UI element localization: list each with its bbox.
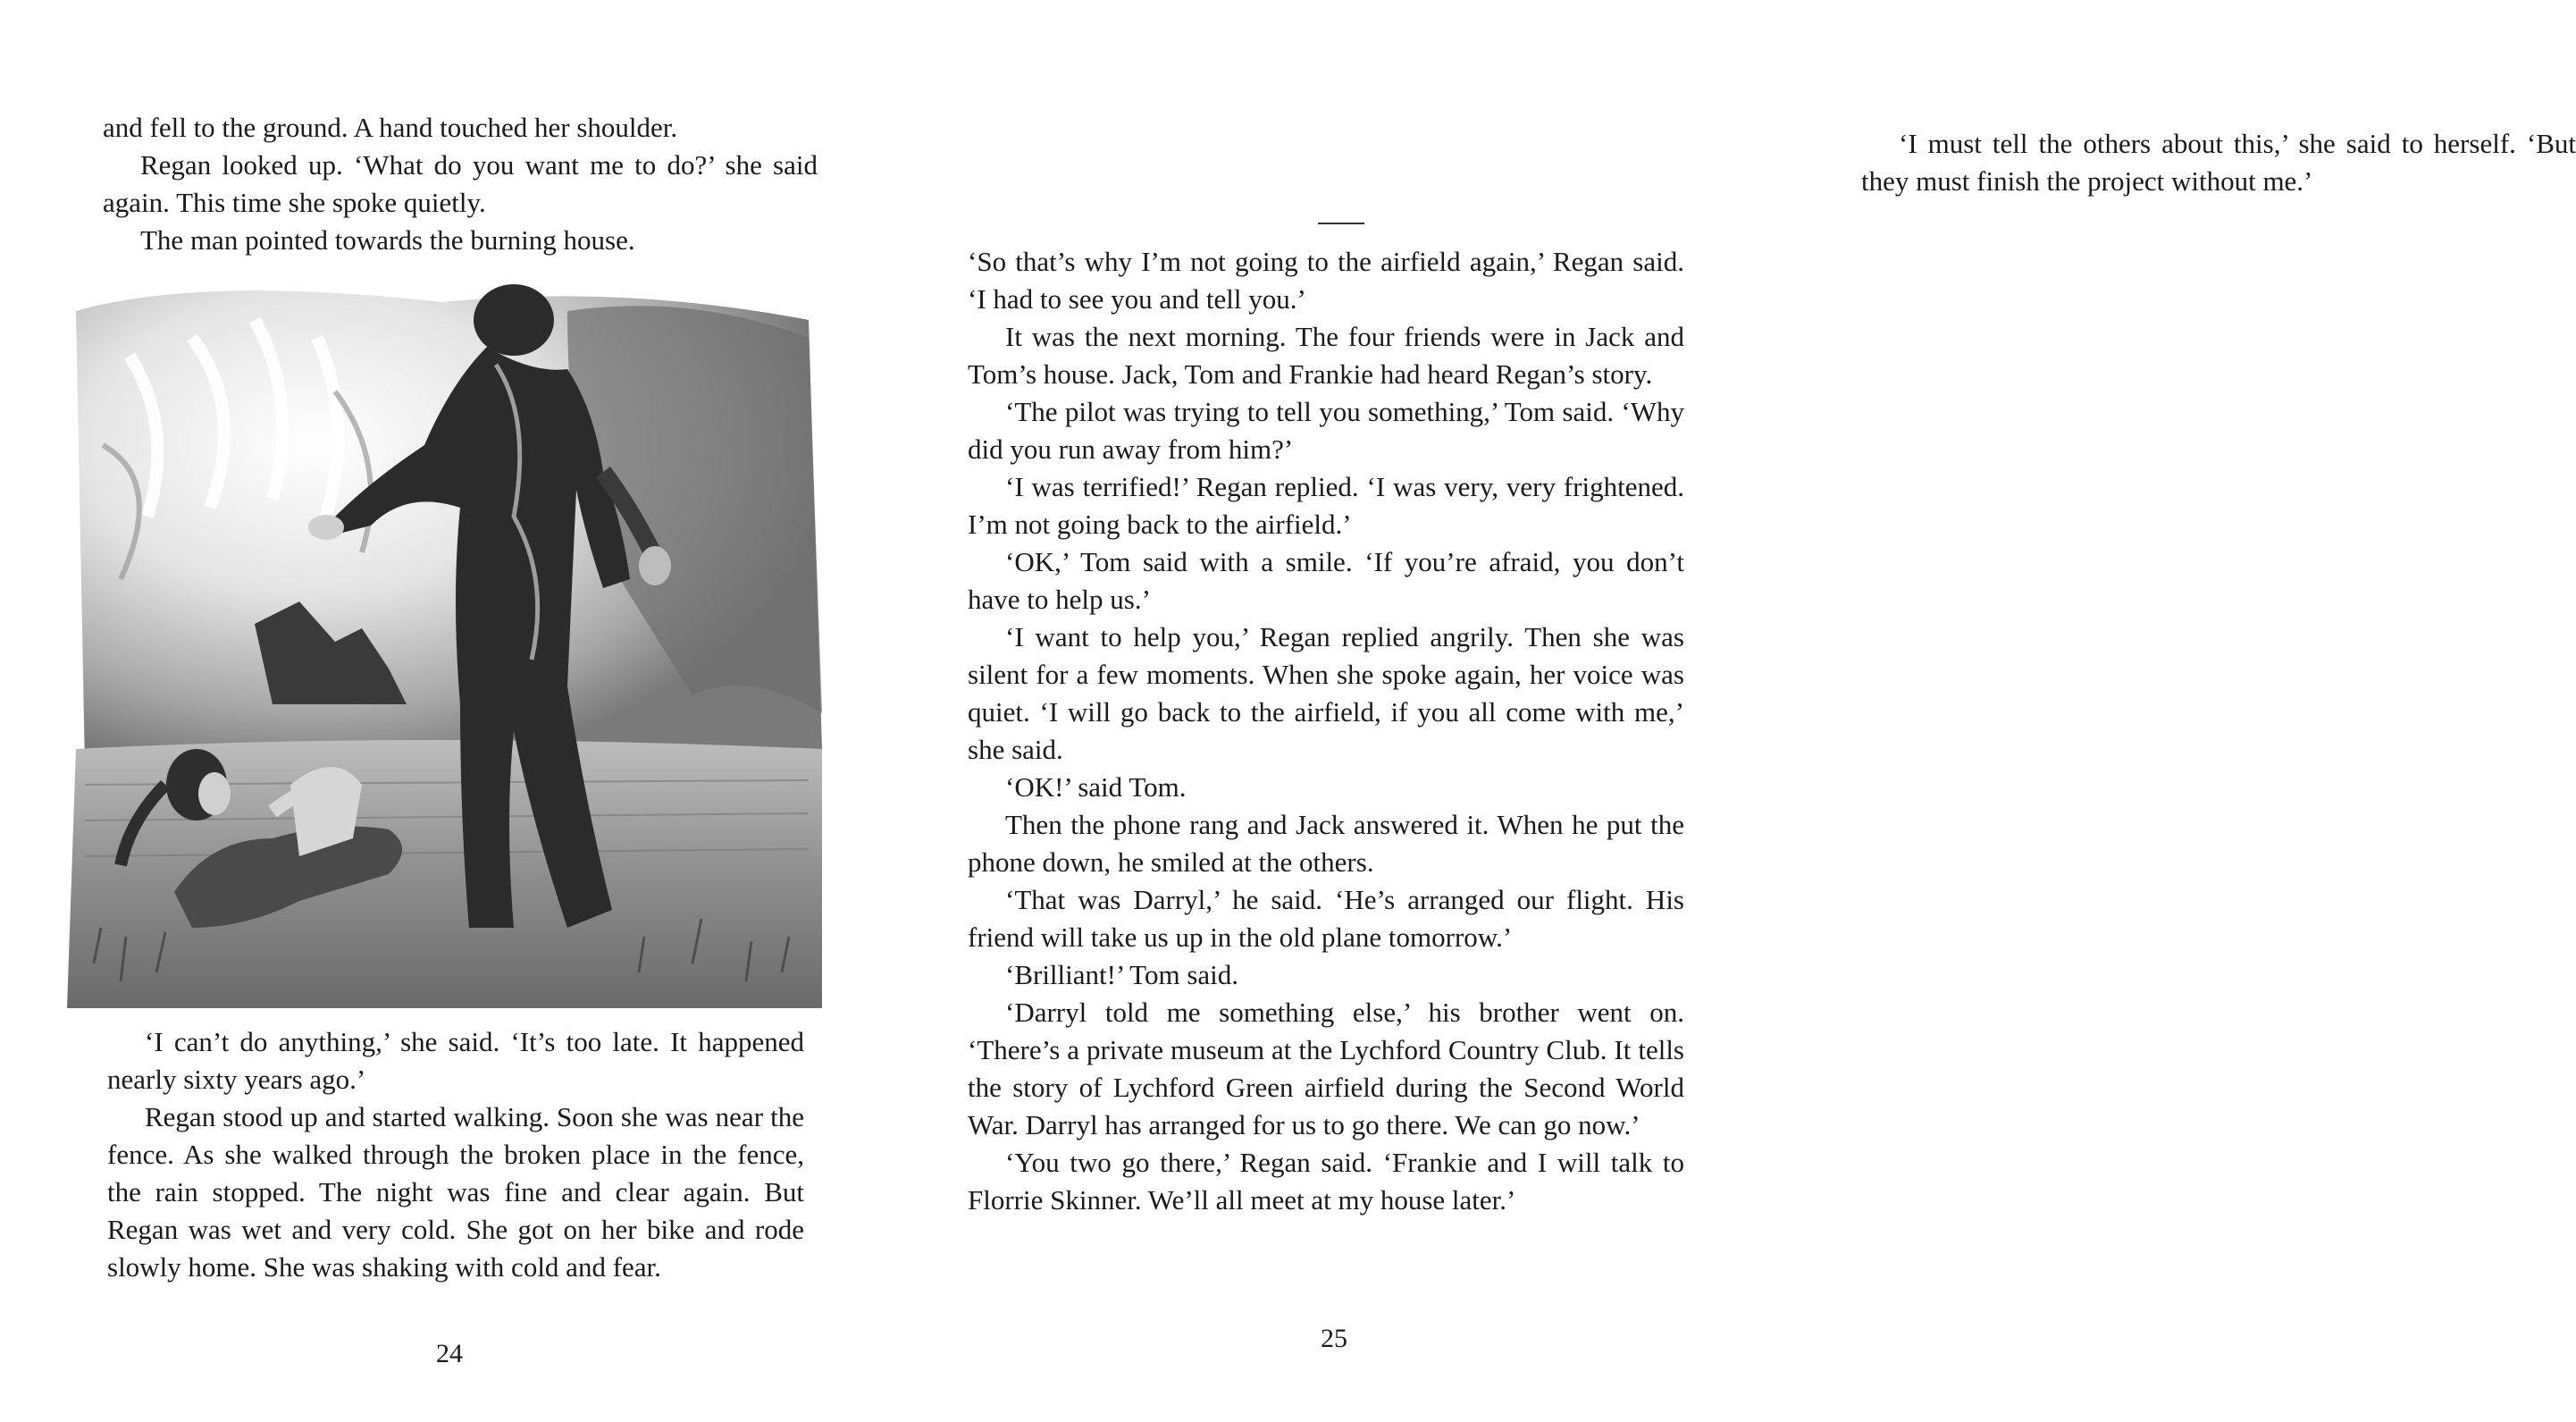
left-page-bottom-text xyxy=(107,1023,804,1286)
paragraph: ‘I must tell the others about this,’ she said to herself. ‘But they must finish the project without me.’ xyxy=(1861,128,2576,197)
paragraph: ‘I want to help you,’ Regan replied angrily. Then she was silent for a few moments. When she spoke again, her voice was quiet. ‘I will go back to the airfield, if you all come with me,’ she said. xyxy=(968,621,1684,765)
paragraph: ‘OK!’ said Tom. xyxy=(1005,771,1187,803)
paragraph: Then the phone rang and Jack answered it. When he put the phone down, he smiled at the others. xyxy=(968,809,1684,878)
paragraph: ‘OK,’ Tom said with a smile. ‘If you’re afraid, you don’t have to help us.’ xyxy=(968,546,1684,615)
right-page-top-text xyxy=(1861,125,2576,200)
paragraph: Regan looked up. ‘What do you want me to do?’ she said again. This time she spoke quietly. xyxy=(103,149,818,218)
paragraph: It was the next morning. The four friends were in Jack and Tom’s house. Jack, Tom and Frankie had heard Regan’s story. xyxy=(968,321,1684,390)
paragraph: ‘The pilot was trying to tell you something,’ Tom said. ‘Why did you run away from him?’ xyxy=(968,396,1684,465)
paragraph: and fell to the ground. A hand touched her shoulder. xyxy=(103,112,678,143)
right-page-main-text xyxy=(968,243,1684,1219)
left-page-top-text xyxy=(103,109,818,259)
paragraph: ‘So that’s why I’m not going to the airfield again,’ Regan said. ‘I had to see you and tell you.’ xyxy=(968,246,1684,315)
page-number: 24 xyxy=(436,1339,463,1368)
scene-break-divider xyxy=(1318,223,1364,224)
paragraph: ‘You two go there,’ Regan said. ‘Frankie and I will talk to Florrie Skinner. We’ll all meet at my house later.’ xyxy=(968,1147,1684,1216)
paragraph: ‘Darryl told me something else,’ his brother went on. ‘There’s a private museum at the Lychford Country Club. It tells the story of Lychford Green airfield during the Second World War. Darryl has arranged for us to go there. We can go now.’ xyxy=(968,997,1684,1140)
illustration-pilot-and-girl xyxy=(67,284,827,1008)
paragraph: ‘That was Darryl,’ he said. ‘He’s arranged our flight. His friend will take us up in the old plane tomorrow.’ xyxy=(968,884,1684,953)
paragraph: Regan stood up and started walking. Soon she was near the fence. As she walked through the broken place in the fence, the rain stopped. The night was fine and clear again. But Regan was wet and very cold. She got on her bike and rode slowly home. She was shaking with cold and fear. xyxy=(107,1101,804,1283)
left-page xyxy=(0,0,894,1422)
paragraph: The man pointed towards the burning house. xyxy=(140,224,635,256)
paragraph: ‘I was terrified!’ Regan replied. ‘I was very, very frightened. I’m not going back to the airfield.’ xyxy=(968,471,1684,540)
page-number: 25 xyxy=(1321,1324,1347,1353)
paragraph: ‘I can’t do anything,’ she said. ‘It’s too late. It happened nearly sixty years ago.’ xyxy=(107,1026,804,1095)
paragraph: ‘Brilliant!’ Tom said. xyxy=(1005,959,1239,990)
